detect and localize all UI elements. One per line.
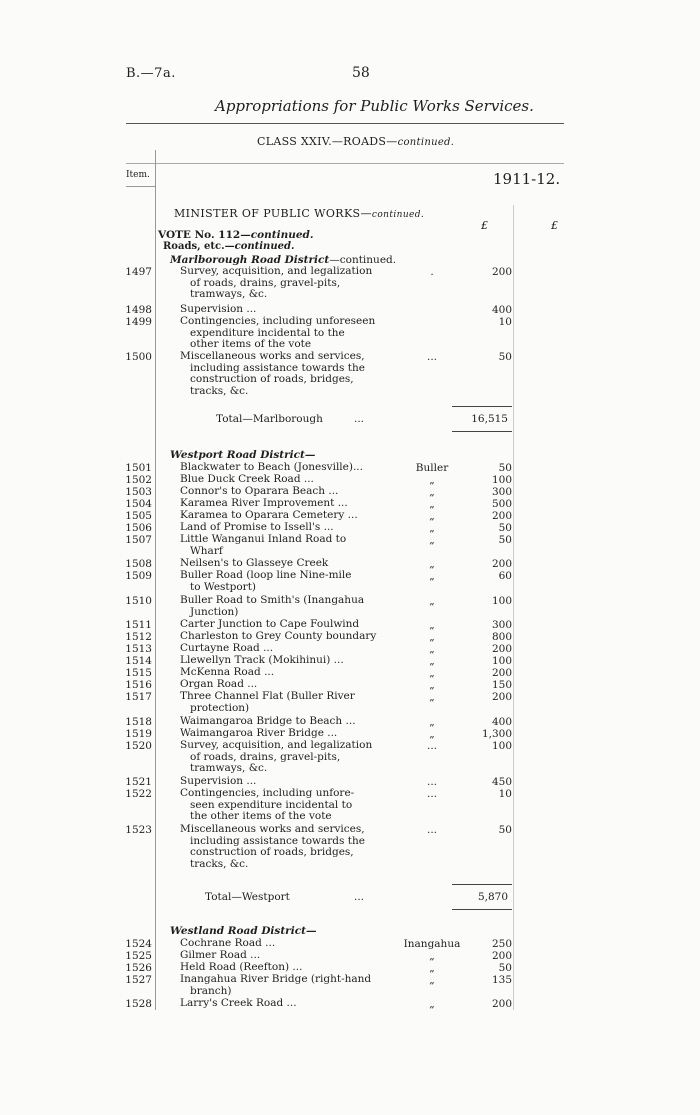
description-line: Survey, acquisition, and legalization — [180, 265, 373, 277]
marlborough-district-heading: Marlborough Road District—continued. — [170, 254, 397, 266]
item-description — [180, 486, 338, 498]
electorate: „ — [429, 691, 435, 703]
amount: 50 — [498, 522, 512, 534]
description-line: Waimangaroa River Bridge ... — [180, 727, 338, 739]
item-description — [180, 534, 346, 557]
electorate: ... — [426, 776, 437, 788]
description-line: construction of roads, bridges, — [190, 846, 354, 858]
amount: 50 — [498, 962, 512, 974]
electorate: „ — [429, 716, 435, 728]
item-number: 1505 — [125, 510, 152, 522]
item-number: 1502 — [125, 474, 152, 486]
description-line: Held Road (Reefton) ... — [180, 961, 303, 973]
electorate: „ — [429, 498, 435, 510]
description-line: Contingencies, including unfore- — [180, 787, 355, 799]
description-line: expenditure incidental to the — [190, 326, 345, 339]
electorate: „ — [429, 728, 435, 740]
item-column-divider — [155, 150, 156, 1010]
item-number: 1504 — [125, 498, 152, 510]
description-line: Larry's Creek Road ... — [180, 997, 297, 1009]
westport-total-label: Total—Westport — [205, 891, 290, 903]
description-line: including assistance towards the — [190, 361, 365, 374]
amount: 200 — [491, 950, 512, 962]
item-number: 1520 — [125, 740, 152, 752]
item-description — [180, 498, 348, 510]
description-line: including assistance towards the — [190, 834, 365, 847]
description-line: McKenna Road ... — [180, 666, 275, 678]
electorate: „ — [429, 558, 435, 570]
amount-column-divider — [513, 205, 514, 1010]
item-number: 1508 — [125, 558, 152, 570]
description-line: Carter Junction to Cape Foulwind — [180, 618, 360, 630]
amount: 100 — [491, 474, 512, 486]
description-line: Waimangaroa Bridge to Beach ... — [180, 715, 356, 727]
description-line: tramways, &c. — [190, 288, 268, 300]
description-line: Cochrane Road ... — [180, 937, 276, 949]
item-number: 1528 — [125, 998, 152, 1010]
item-number: 1499 — [125, 316, 152, 328]
description-line: Wharf — [190, 544, 223, 557]
item-description — [180, 351, 365, 397]
electorate: „ — [429, 534, 435, 546]
description-line: Junction) — [190, 605, 239, 618]
item-description — [180, 595, 364, 618]
amount: 300 — [491, 619, 512, 631]
westport-district-heading: Westport Road District— — [170, 449, 316, 461]
description-line: Neilsen's to Glasseye Creek — [180, 557, 329, 569]
column-header-top-rule — [126, 163, 564, 164]
item-number: 1512 — [125, 631, 152, 643]
electorate: „ — [429, 950, 435, 962]
electorate: „ — [429, 631, 435, 643]
item-description — [180, 655, 344, 667]
amount: 100 — [491, 595, 512, 607]
item-number: 1511 — [125, 619, 152, 631]
page-title: Appropriations for Public Works Services. — [215, 97, 534, 115]
description-line: Inangahua River Bridge (right-hand — [180, 973, 372, 985]
electorate: . — [430, 266, 434, 278]
amount: 450 — [491, 776, 512, 788]
description-line: tramways, &c. — [190, 762, 268, 774]
description-line: seen expenditure incidental to — [190, 798, 353, 811]
vote-heading: VOTE No. 112—continued. — [158, 229, 314, 241]
description-line: the other items of the vote — [190, 810, 332, 822]
page-number: 58 — [352, 65, 370, 81]
description-line: to Westport) — [190, 580, 257, 593]
item-number: 1500 — [125, 351, 152, 363]
electorate: „ — [429, 570, 435, 582]
electorate: „ — [429, 474, 435, 486]
amount: 150 — [491, 679, 512, 691]
header-rule — [126, 123, 564, 124]
electorate: „ — [429, 974, 435, 986]
item-description — [180, 974, 371, 997]
electorate: „ — [429, 962, 435, 974]
electorate: ... — [426, 824, 437, 836]
amount: 200 — [491, 558, 512, 570]
westport-total-value: 5,870 — [477, 891, 508, 903]
item-column-header: Item. — [126, 170, 150, 180]
electorate: ... — [426, 740, 437, 752]
description-line: protection) — [190, 701, 250, 714]
item-description — [180, 474, 314, 486]
electorate: „ — [429, 643, 435, 655]
item-number: 1517 — [125, 691, 152, 703]
item-description — [180, 570, 351, 593]
amount: 200 — [491, 998, 512, 1010]
electorate: „ — [429, 510, 435, 522]
description-line: Survey, acquisition, and legalization — [180, 739, 373, 751]
item-description — [180, 691, 355, 714]
item-number: 1514 — [125, 655, 152, 667]
item-description — [180, 643, 273, 655]
year-column-header: 1911-12. — [493, 170, 561, 188]
amount: 400 — [491, 716, 512, 728]
item-description — [180, 266, 372, 301]
pound-header-2: £ — [551, 219, 558, 232]
item-description — [180, 522, 334, 534]
item-description — [180, 619, 359, 631]
description-line: Karamea River Improvement ... — [180, 497, 348, 509]
electorate: ... — [426, 351, 437, 363]
marlborough-total-value: 16,515 — [471, 413, 508, 425]
electorate: „ — [429, 486, 435, 498]
item-description — [180, 679, 257, 691]
description-line: Blue Duck Creek Road ... — [180, 473, 314, 485]
amount: 135 — [491, 974, 512, 986]
item-description — [180, 631, 376, 643]
item-number: 1509 — [125, 570, 152, 582]
description-line: Contingencies, including unforeseen — [180, 315, 376, 327]
description-line: Miscellaneous works and services, — [180, 350, 365, 362]
item-number: 1503 — [125, 486, 152, 498]
item-number: 1513 — [125, 643, 152, 655]
item-number: 1518 — [125, 716, 152, 728]
description-line: Land of Promise to Issell's ... — [180, 521, 334, 533]
class-heading: CLASS XXIV.—ROADS—continued. — [257, 135, 455, 148]
item-number: 1498 — [125, 304, 152, 316]
minister-heading: MINISTER OF PUBLIC WORKS—continued. — [174, 207, 425, 220]
amount: 50 — [498, 351, 512, 363]
item-number: 1501 — [125, 462, 152, 474]
item-number: 1523 — [125, 824, 152, 836]
description-line: tracks, &c. — [190, 384, 249, 397]
amount: 250 — [491, 938, 512, 950]
amount: 200 — [491, 667, 512, 679]
electorate: „ — [429, 667, 435, 679]
item-number: 1522 — [125, 788, 152, 800]
description-line: Connor's to Oparara Beach ... — [180, 485, 339, 497]
item-number: 1525 — [125, 950, 152, 962]
amount: 100 — [491, 655, 512, 667]
item-description — [180, 788, 354, 823]
item-description — [180, 558, 328, 570]
item-number: 1519 — [125, 728, 152, 740]
amount: 200 — [491, 691, 512, 703]
electorate: ... — [426, 788, 437, 800]
item-description — [180, 462, 363, 474]
description-line: Supervision ... — [180, 775, 257, 787]
amount: 10 — [498, 316, 512, 328]
amount: 10 — [498, 788, 512, 800]
pound-header-1: £ — [481, 219, 488, 232]
item-description — [180, 728, 337, 740]
westport-total-dots: ... — [354, 891, 365, 903]
electorate: „ — [429, 619, 435, 631]
description-line: other items of the vote — [190, 338, 312, 350]
item-description — [180, 938, 275, 950]
description-line: Llewellyn Track (Mokihinui) ... — [180, 654, 344, 666]
item-description — [180, 716, 356, 728]
description-line: Blackwater to Beach (Jonesville)... — [180, 461, 363, 473]
amount: 200 — [491, 643, 512, 655]
amount: 800 — [491, 631, 512, 643]
description-line: of roads, drains, gravel-pits, — [190, 276, 341, 289]
description-line: branch) — [190, 984, 232, 997]
amount: 60 — [498, 570, 512, 582]
amount: 50 — [498, 534, 512, 546]
item-description — [180, 740, 372, 775]
marlborough-total-dots: ... — [354, 413, 365, 425]
amount: 400 — [491, 304, 512, 316]
electorate: Buller — [415, 462, 449, 474]
item-number: 1526 — [125, 962, 152, 974]
electorate: „ — [429, 679, 435, 691]
item-number: 1521 — [125, 776, 152, 788]
description-line: Karamea to Oparara Cemetery ... — [180, 509, 358, 521]
item-number: 1507 — [125, 534, 152, 546]
amount: 300 — [491, 486, 512, 498]
description-line: Organ Road ... — [180, 678, 258, 690]
description-line: Three Channel Flat (Buller River — [180, 690, 355, 702]
description-line: Buller Road (loop line Nine-mile — [180, 569, 352, 581]
amount: 50 — [498, 462, 512, 474]
item-description — [180, 824, 365, 870]
item-description — [180, 950, 260, 962]
electorate: Inangahua — [403, 938, 461, 950]
item-number: 1516 — [125, 679, 152, 691]
description-line: Gilmer Road ... — [180, 949, 261, 961]
description-line: Buller Road to Smith's (Inangahua — [180, 594, 365, 606]
item-number: 1506 — [125, 522, 152, 534]
amount: 200 — [491, 266, 512, 278]
marlborough-total-label: Total—Marlborough — [216, 413, 323, 425]
electorate: „ — [429, 595, 435, 607]
item-description — [180, 667, 274, 679]
item-number: 1527 — [125, 974, 152, 986]
amount: 100 — [491, 740, 512, 752]
item-description — [180, 304, 256, 316]
westland-district-heading: Westland Road District— — [170, 925, 317, 937]
item-description — [180, 998, 297, 1010]
description-line: Little Wanganui Inland Road to — [180, 533, 347, 545]
item-number: 1510 — [125, 595, 152, 607]
item-description — [180, 962, 302, 974]
item-number: 1515 — [125, 667, 152, 679]
description-line: of roads, drains, gravel-pits, — [190, 750, 341, 763]
amount: 1,300 — [481, 728, 512, 740]
amount: 200 — [491, 510, 512, 522]
item-description — [180, 316, 375, 351]
electorate: „ — [429, 655, 435, 667]
description-line: Curtayne Road ... — [180, 642, 274, 654]
item-description — [180, 776, 256, 788]
item-number: 1497 — [125, 266, 152, 278]
description-line: construction of roads, bridges, — [190, 373, 354, 385]
document-code: B.—7a. — [126, 66, 176, 81]
item-number: 1524 — [125, 938, 152, 950]
electorate: „ — [429, 522, 435, 534]
electorate: „ — [429, 998, 435, 1010]
description-line: Charleston to Grey County boundary — [180, 630, 377, 642]
amount: 50 — [498, 824, 512, 836]
description-line: Supervision ... — [180, 303, 257, 315]
description-line: tracks, &c. — [190, 857, 249, 870]
roads-heading: Roads, etc.—continued. — [163, 241, 295, 252]
item-header-rule — [126, 186, 156, 187]
amount: 500 — [491, 498, 512, 510]
item-description — [180, 510, 358, 522]
description-line: Miscellaneous works and services, — [180, 823, 365, 835]
